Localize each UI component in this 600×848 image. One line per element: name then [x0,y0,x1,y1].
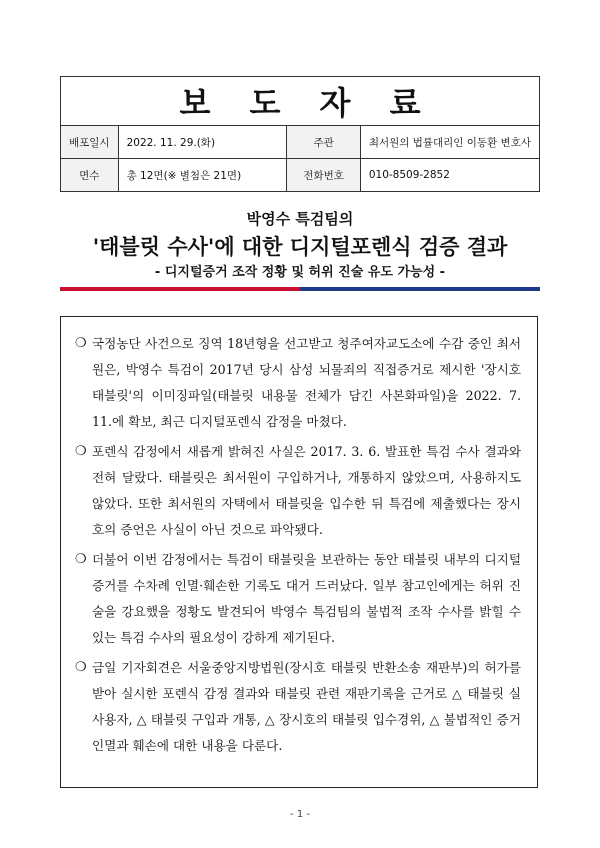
phone-value: 010-8509-2852 [360,159,539,192]
page-count-label: 면수 [61,159,119,192]
circle-bullet-icon: ❍ [75,336,87,351]
press-release-title-box [60,76,540,126]
paragraph-text: 금일 기자회견은 서울중앙지방법원(장시호 태블릿 반환소송 재판부)의 허가를 받아 실시한 포렌식 감정 결과와 태블릿 관련 재판기록을 근거로 △ 태블릿 실사용자, △ 태블릿 구입과 개통, △ 장시호의 태블릿 입수경위, △ 불법적인 증거 인멸과 훼손에 대한 내용을 다룬다. [92,660,521,753]
page-number: - 1 - [290,809,310,820]
headline-main: '태블릿 수사'에 대한 디지털포렌식 검증 결과 [92,235,508,259]
summary-paragraph [75,655,521,759]
paragraph-text: 더불어 이번 감정에서는 특검이 태블릿을 보관하는 동안 태블릿 내부의 디지털증거를 수차례 인멸·훼손한 기록도 대거 드러났다. 일부 참고인에게는 허위 진술을 강요했을 정황도 발견되어 박영수 특검팀의 불법적 조작 수사를 밝힐 수 있는 특검 수사의 필요성이 강하게 제기된다. [92,552,521,645]
circle-bullet-icon: ❍ [75,660,87,675]
paragraph-text: 포렌식 감정에서 새롭게 밝혀진 사실은 2017. 3. 6. 발표한 특검 수사 결과와 전혀 달랐다. 태블릿은 최서원이 구입하거나, 개통하지 않았으며, 사용하지도 않았다. 또한 최서원의 자택에서 태블릿을 입수한 뒤 특검에 제출했다는 장시호의 증언은 사실이 아닌 것으로 파악됐다. [92,444,521,537]
organizer-value: 최서원의 법률대리인 이동환 변호사 [360,126,539,159]
summary-paragraph [75,547,521,651]
circle-bullet-icon: ❍ [75,552,87,567]
color-divider-stripe [60,287,540,291]
release-info-table [60,125,540,192]
table-row [61,159,540,192]
press-release-title: 보 도 자 료 [179,84,435,122]
page-count-value: 총 12면(※ 별첨은 21면) [118,159,287,192]
release-date-value: 2022. 11. 29.(화) [118,126,287,159]
summary-paragraph [75,331,521,435]
summary-box [60,316,538,788]
phone-label: 전화번호 [287,159,360,192]
headline-subtitle: - 디지털증거 조작 정황 및 허위 진술 유도 가능성 - [154,265,446,280]
organizer-label: 주관 [287,126,360,159]
table-row [61,126,540,159]
circle-bullet-icon: ❍ [75,444,87,459]
release-date-label: 배포일시 [61,126,119,159]
summary-paragraph [75,439,521,543]
paragraph-text: 국정농단 사건으로 징역 18년형을 선고받고 청주여자교도소에 수감 중인 최서원은, 박영수 특검이 2017년 당시 삼성 뇌물죄의 직접증거로 제시한 '장시호 태블릿'의 이미징파일(태블릿 내용물 전체가 담긴 사본화파일)을 2022. 7. 11.에 확보, 최근 디지털포렌식 감정을 마쳤다. [92,336,521,429]
headline-line-1: 박영수 특검팀의 [246,210,354,228]
